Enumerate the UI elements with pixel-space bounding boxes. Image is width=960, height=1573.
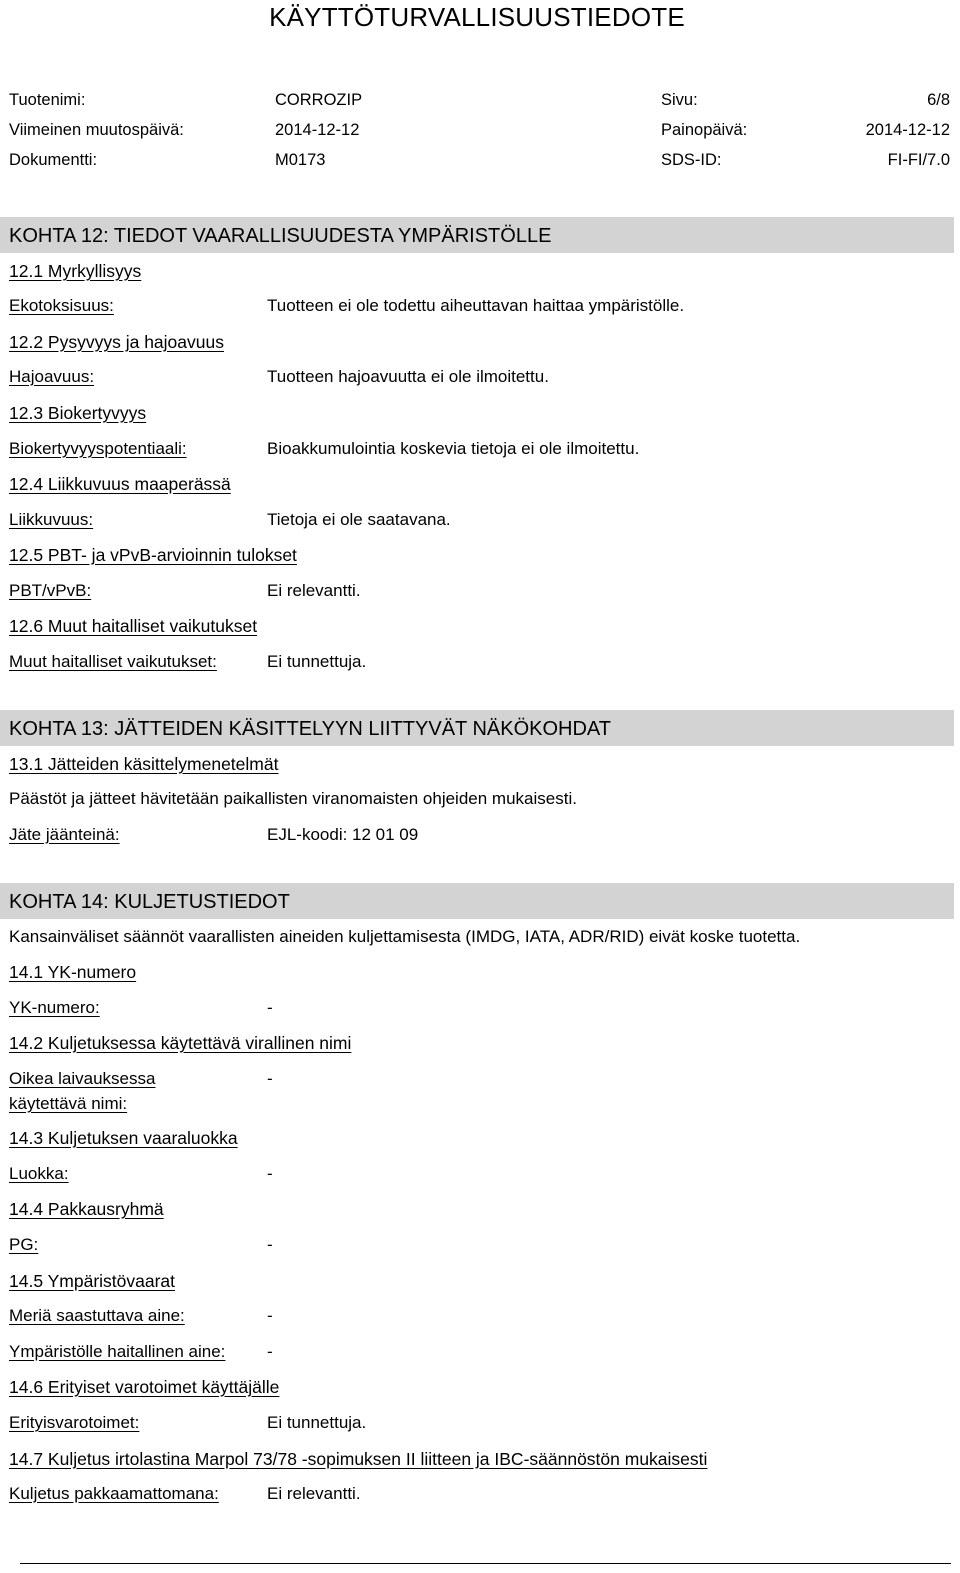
waste-residue-value: EJL-koodi: 12 01 09 [267,825,419,844]
packing-group-value: - [267,1235,273,1254]
sds-id-value: FI-FI/7.0 [887,151,950,169]
subsection-12-5: 12.5 PBT- ja vPvB-arvioinnin tulokset [9,545,297,565]
degradability-value: Tuotteen hajoavuutta ei ole ilmoitettu. [267,367,549,386]
un-number-label: YK-numero: [9,998,100,1017]
subsection-14-6: 14.6 Erityiset varotoimet käyttäjälle [9,1377,280,1397]
hazard-class-value: - [267,1164,273,1183]
page-number: 6/8 [927,91,950,109]
pbt-value: Ei relevantti. [267,581,361,600]
other-effects-value: Ei tunnettuja. [267,652,367,671]
environmental-hazard-label: Ympäristölle haitallinen aine: [9,1342,226,1361]
other-effects-label: Muut haitalliset vaikutukset: [9,652,217,671]
waste-residue-label: Jäte jäänteinä: [9,825,120,844]
bulk-transport-label: Kuljetus pakkaamattomana: [9,1484,219,1503]
product-name-label: Tuotenimi: [9,91,86,109]
subsection-14-3: 14.3 Kuljetuksen vaaraluokka [9,1128,238,1148]
environmental-hazard-value: - [267,1342,273,1361]
subsection-14-4: 14.4 Pakkausryhmä [9,1199,164,1219]
ecotoxicity-label: Ekotoksisuus: [9,296,114,315]
hazard-class-label: Luokka: [9,1164,69,1183]
bioaccumulation-value: Bioakkumulointia koskevia tietoja ei ole ilmoitettu. [267,439,640,458]
page-label: Sivu: [661,91,698,109]
bulk-transport-value: Ei relevantti. [267,1484,361,1503]
bioaccumulation-label: Biokertyvyyspotentiaali: [9,439,187,458]
print-date-label: Painopäivä: [661,121,748,139]
ecotoxicity-value: Tuotteen ei ole todettu aiheuttavan haittaa ympäristölle. [267,296,685,315]
subsection-14-1: 14.1 YK-numero [9,962,137,982]
document-title: KÄYTTÖTURVALLISUUSTIEDOTE [269,2,685,32]
footer-divider [20,1563,951,1564]
subsection-14-5: 14.5 Ympäristövaarat [9,1271,176,1291]
section-14-title: KOHTA 14: KULJETUSTIEDOT [9,891,290,913]
transport-regulations-text: Kansainväliset säännöt vaarallisten aineiden kuljettamisesta (IMDG, IATA, ADR/RID) eivät koske tuotetta. [9,927,801,946]
marine-pollutant-label: Meriä saastuttava aine: [9,1306,185,1325]
revised-date-value: 2014-12-12 [275,121,360,139]
product-name-value: CORROZIP [275,91,363,109]
revised-date-label: Viimeinen muutospäivä: [9,121,184,139]
section-12-title: KOHTA 12: TIEDOT VAARALLISUUDESTA YMPÄRISTÖLLE [9,225,552,247]
subsection-12-2: 12.2 Pysyvyys ja hajoavuus [9,332,224,352]
waste-disposal-text: Päästöt ja jätteet hävitetään paikallisten viranomaisten ohjeiden mukaisesti. [9,789,577,808]
un-number-value: - [267,998,273,1017]
degradability-label: Hajoavuus: [9,367,95,386]
subsection-12-6: 12.6 Muut haitalliset vaikutukset [9,616,258,636]
subsection-12-1: 12.1 Myrkyllisyys [9,261,142,281]
document-value: M0173 [275,151,326,169]
subsection-12-4: 12.4 Liikkuvuus maaperässä [9,474,231,494]
print-date-value: 2014-12-12 [865,121,950,139]
special-precautions-label: Erityisvarotoimet: [9,1413,140,1432]
mobility-value: Tietoja ei ole saatavana. [267,510,451,529]
subsection-14-7: 14.7 Kuljetus irtolastina Marpol 73/78 -sopimuksen II liitteen ja IBC-säännöstön mukaisesti [9,1449,708,1469]
shipping-name-label: Oikea laivauksessa käytettävä nimi: [9,1069,156,1113]
subsection-12-3: 12.3 Biokertyvyys [9,403,147,423]
section-13-title: KOHTA 13: JÄTTEIDEN KÄSITTELYYN LIITTYVÄT NÄKÖKOHDAT [9,718,611,740]
document-label: Dokumentti: [9,151,98,169]
marine-pollutant-value: - [267,1306,273,1325]
sds-id-label: SDS-ID: [661,151,722,169]
subsection-13-1: 13.1 Jätteiden käsittelymenetelmät [9,754,279,774]
special-precautions-value: Ei tunnettuja. [267,1413,367,1432]
mobility-label: Liikkuvuus: [9,510,94,529]
packing-group-label: PG: [9,1235,39,1254]
pbt-label: PBT/vPvB: [9,581,92,600]
shipping-name-value: - [267,1069,273,1088]
subsection-14-2: 14.2 Kuljetuksessa käytettävä virallinen nimi [9,1033,352,1053]
